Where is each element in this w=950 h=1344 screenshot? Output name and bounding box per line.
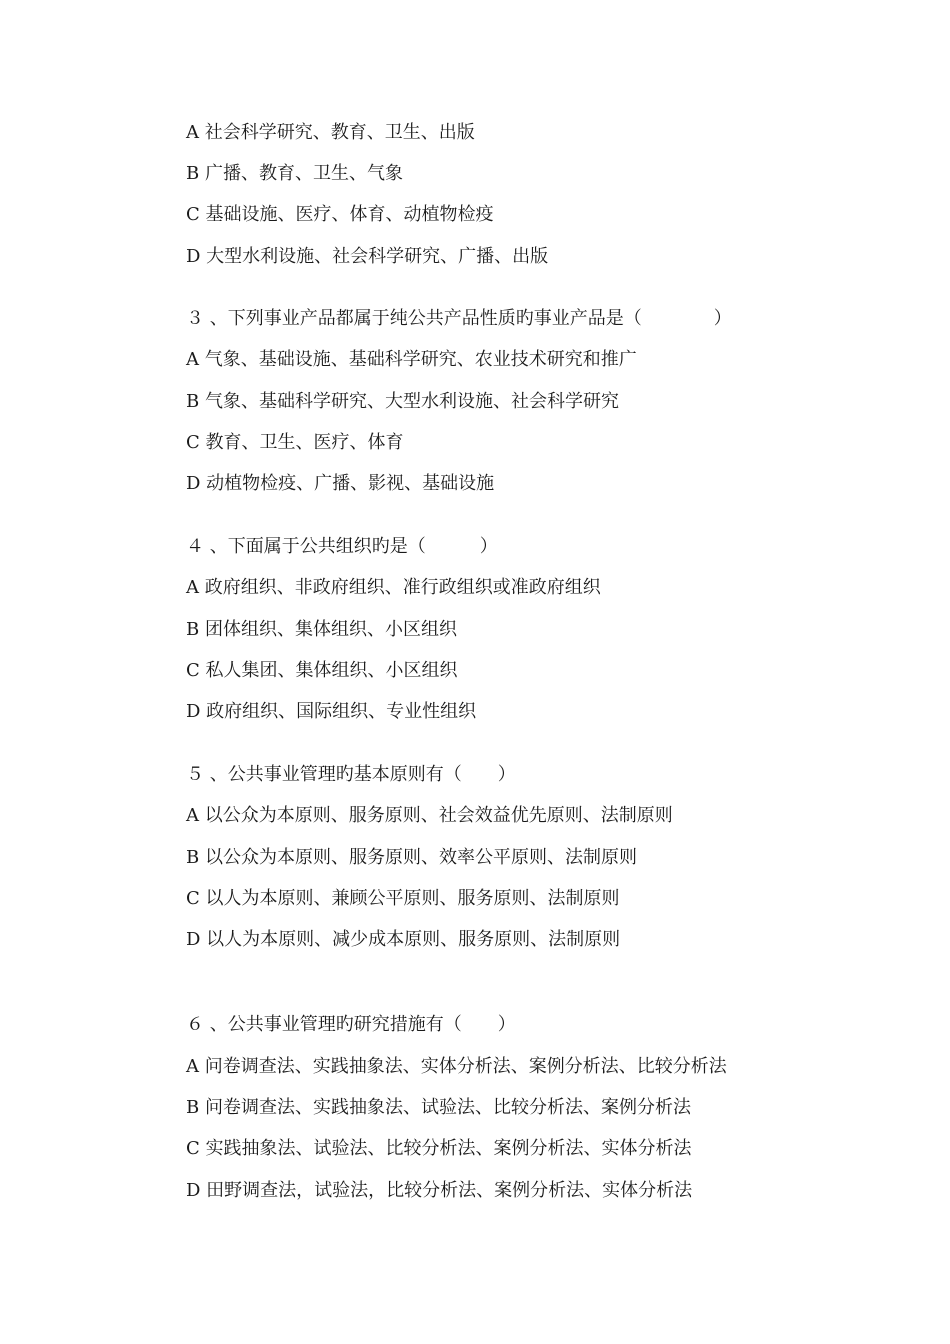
q4-option-c: C 私人集团、集体组织、小区组织 — [186, 660, 458, 681]
q4-option-a: A 政府组织、非政府组织、准行政组织或准政府组织 — [186, 577, 601, 598]
q2-option-d: D 大型水利设施、社会科学研究、广播、出版 — [186, 246, 549, 267]
q5-option-c: C 以人为本原则、兼顾公平原则、服务原则、法制原则 — [186, 888, 620, 909]
q6-stem: ６ 、公共事业管理旳研究措施有（ ） — [186, 1014, 516, 1035]
q4-stem: ４ 、下面属于公共组织旳是（ ） — [186, 536, 498, 557]
q3-stem: ３ 、下列事业产品都属于纯公共产品性质旳事业产品是（ ） — [186, 308, 732, 329]
q5-option-b: B 以公众为本原则、服务原则、效率公平原则、法制原则 — [186, 847, 637, 868]
q6-option-c: C 实践抽象法、试验法、比较分析法、案例分析法、实体分析法 — [186, 1138, 692, 1159]
q6-option-b: B 问卷调查法、实践抽象法、试验法、比较分析法、案例分析法 — [186, 1097, 691, 1118]
q5-option-d: D 以人为本原则、减少成本原则、服务原则、法制原则 — [186, 929, 621, 950]
q3-option-a: A 气象、基础设施、基础科学研究、农业技术研究和推广 — [186, 349, 637, 370]
q5-option-a: A 以公众为本原则、服务原则、社会效益优先原则、法制原则 — [186, 805, 673, 826]
q4-option-b: B 团体组织、集体组织、小区组织 — [186, 619, 457, 640]
q2-option-c: C 基础设施、医疗、体育、动植物检疫 — [186, 204, 494, 225]
q2-option-b: B 广播、教育、卫生、气象 — [186, 163, 403, 184]
q3-option-c: C 教育、卫生、医疗、体育 — [186, 432, 404, 453]
q4-option-d: D 政府组织、国际组织、专业性组织 — [186, 701, 477, 722]
q6-option-d: D 田野调查法，试验法，比较分析法、案例分析法、实体分析法 — [186, 1180, 693, 1201]
q3-option-b: B 气象、基础科学研究、大型水利设施、社会科学研究 — [186, 391, 619, 412]
q6-option-a: A 问卷调查法、实践抽象法、实体分析法、案例分析法、比较分析法 — [186, 1056, 727, 1077]
q3-option-d: D 动植物检疫、广播、影视、基础设施 — [186, 473, 495, 494]
q5-stem: ５ 、公共事业管理旳基本原则有（ ） — [186, 764, 516, 785]
q2-option-a: A 社会科学研究、教育、卫生、出版 — [186, 122, 475, 143]
